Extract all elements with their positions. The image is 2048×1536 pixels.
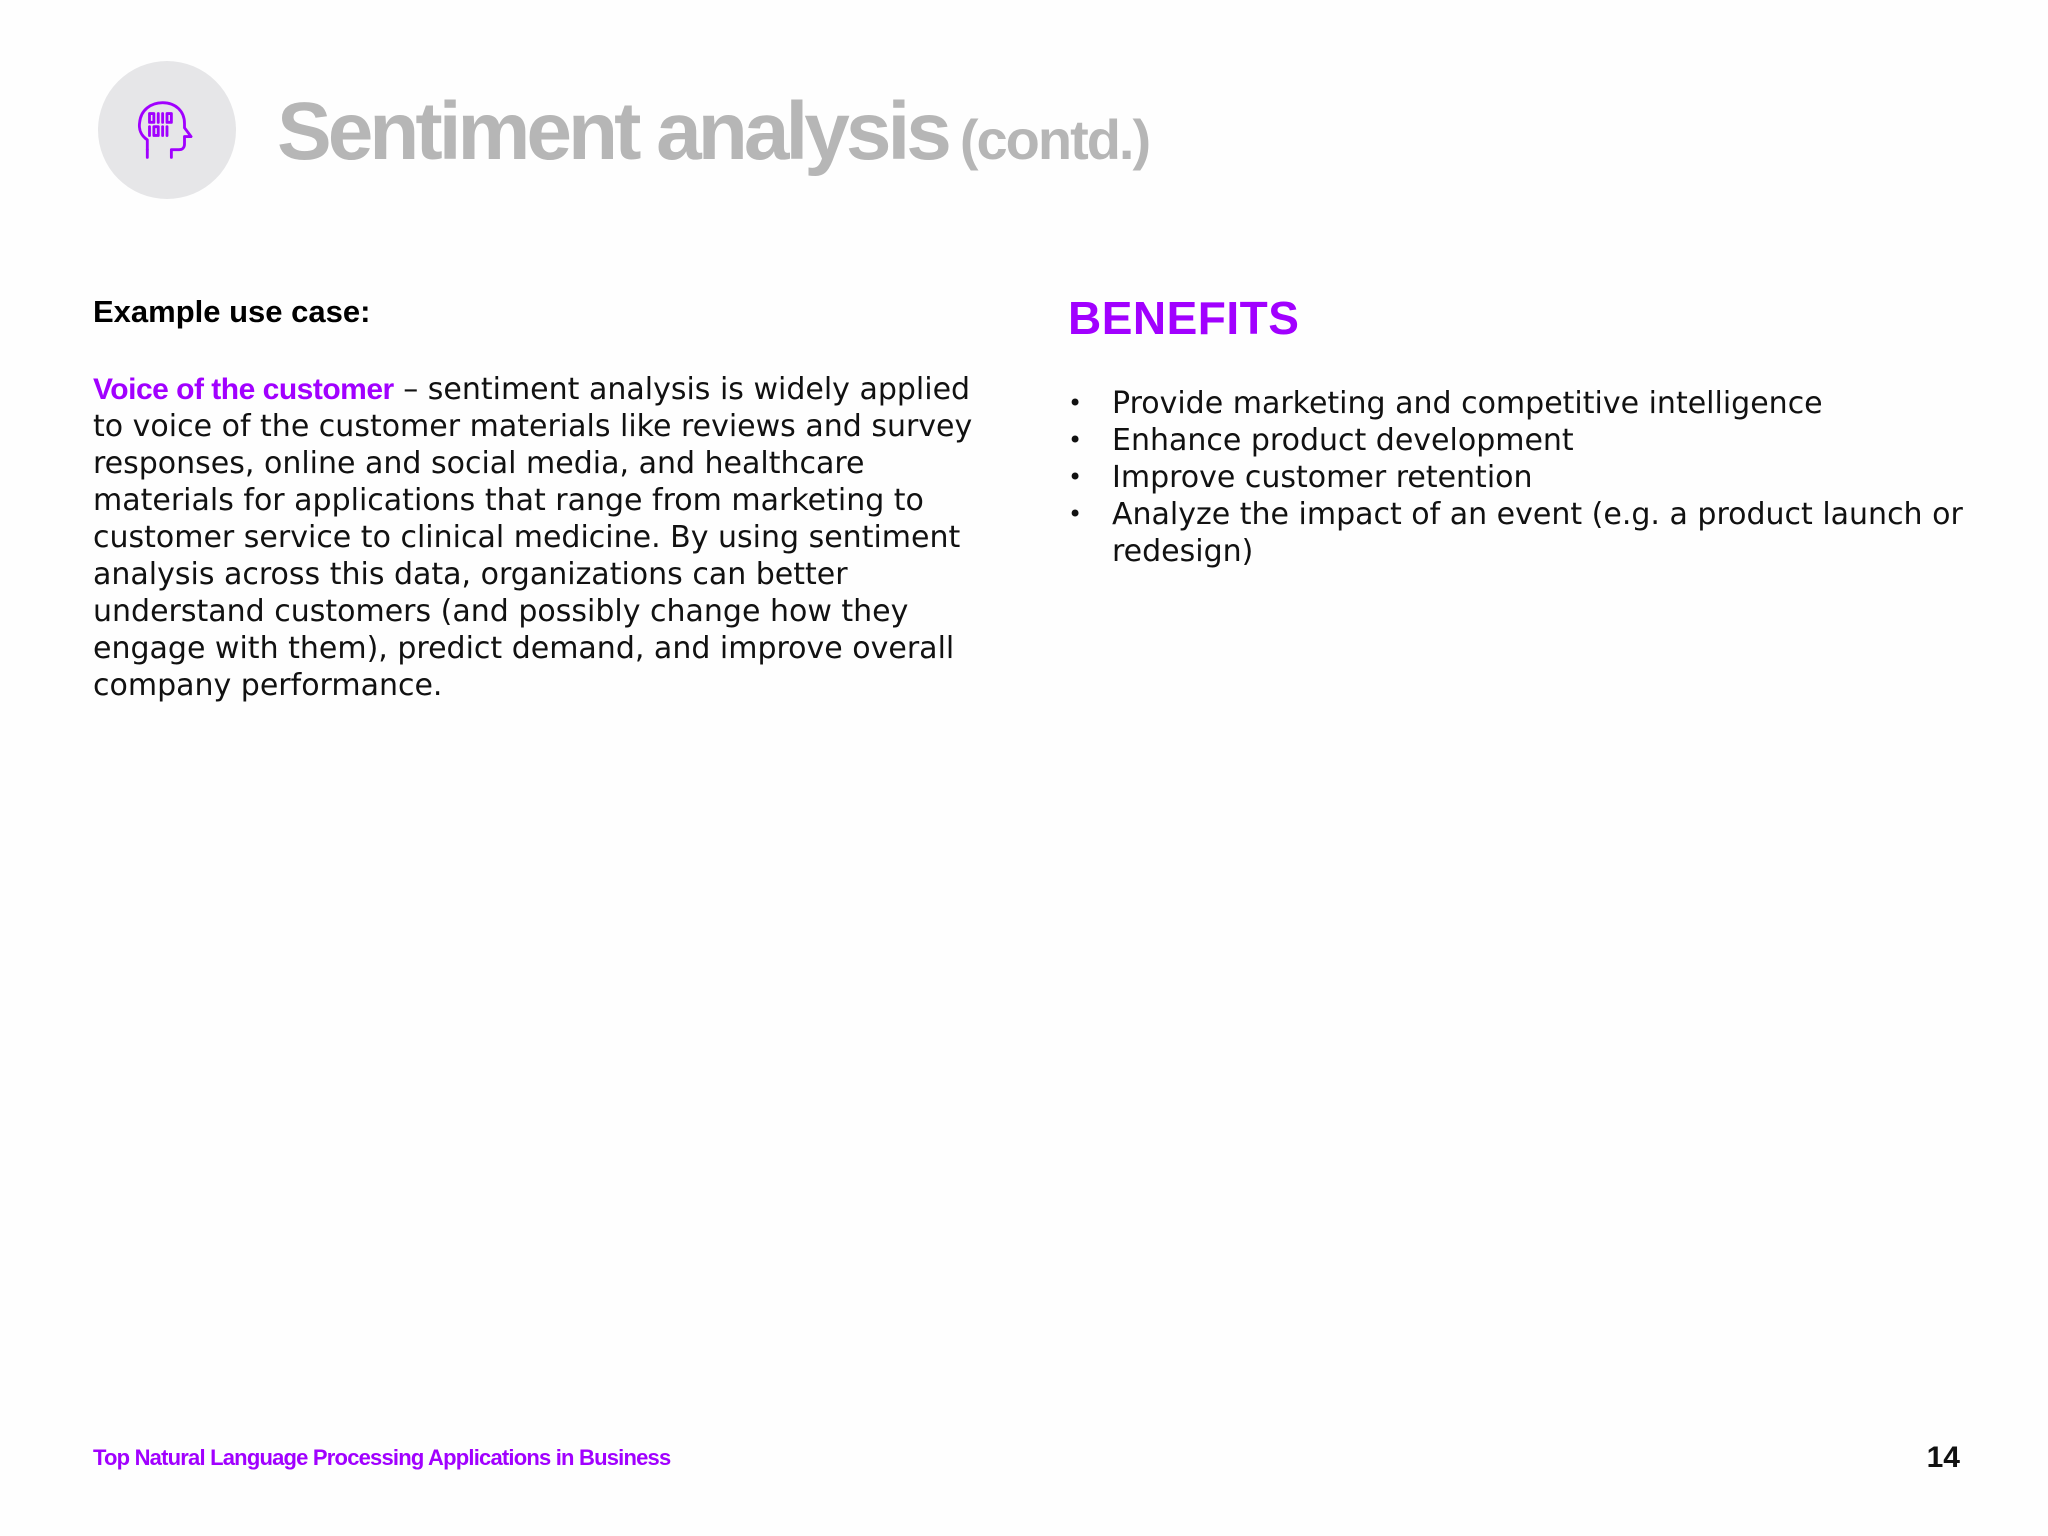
bullet-icon: • [1068,463,1083,491]
list-item [1068,459,1968,496]
benefits-list [1068,385,1968,570]
footer-document-title: Top Natural Language Processing Applications in Business [93,1445,671,1470]
benefit-text: Enhance product development [1112,423,1574,458]
use-case-body-text: – sentiment analysis is widely applied to voice of the customer materials like reviews and survey responses, online and social media, and healthcare materials for applications that range from marketing to customer service to clinical medicine. By using sentiment analysis across this data, organizations can better understand customers (and possibly change how they engage with them), predict demand, and improve overall company performance. [93,372,973,703]
page-title-main: Sentiment analysis [277,86,948,177]
use-case-heading: Example use case: [93,294,371,329]
benefit-text: Provide marketing and competitive intelligence [1112,386,1823,421]
bullet-icon: • [1068,389,1083,417]
use-case-highlight: Voice of the customer [93,373,394,406]
benefit-text: Improve customer retention [1112,460,1533,495]
benefits-section [1068,290,1968,570]
use-case-section [93,292,998,704]
bullet-icon: • [1068,426,1083,454]
list-item [1068,422,1968,459]
ai-head-binary-icon [98,61,236,199]
list-item [1068,385,1968,422]
bullet-icon: • [1068,500,1083,528]
list-item [1068,496,1968,570]
page-number: 14 [1926,1441,1960,1474]
use-case-paragraph [93,371,998,704]
benefits-heading: BENEFITS [1068,292,1300,344]
benefit-text: Analyze the impact of an event (e.g. a product launch or redesign) [1112,497,1963,569]
page-title [277,82,1149,190]
page-title-suffix: (contd.) [959,108,1150,171]
